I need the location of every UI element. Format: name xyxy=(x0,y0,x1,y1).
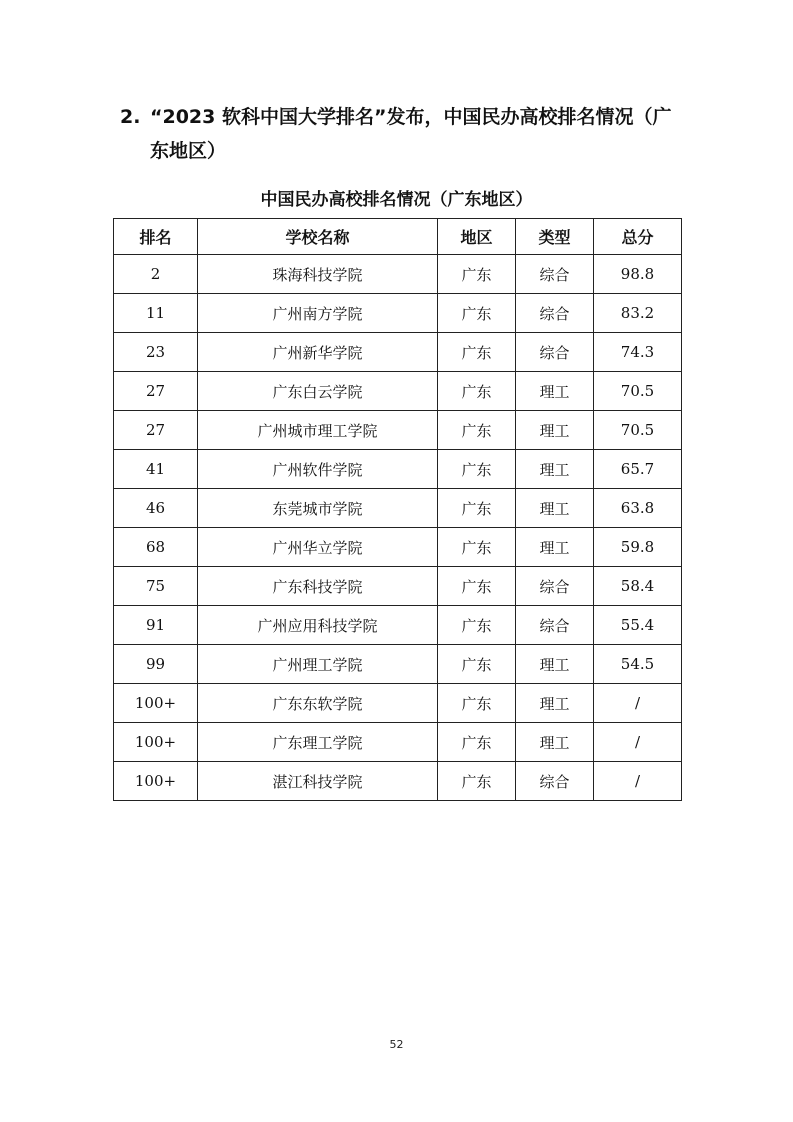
cell-region: 广东 xyxy=(438,606,516,645)
header-school-name: 学校名称 xyxy=(198,219,438,255)
table-row xyxy=(114,684,682,723)
cell-school-name: 广州理工学院 xyxy=(198,645,438,684)
cell-rank: 27 xyxy=(114,411,198,450)
table-title: 中国民办高校排名情况（广东地区） xyxy=(260,190,533,210)
header-rank: 排名 xyxy=(114,219,198,255)
cell-rank: 91 xyxy=(114,606,198,645)
cell-region: 广东 xyxy=(438,528,516,567)
cell-rank: 100+ xyxy=(114,723,198,762)
cell-score: / xyxy=(594,684,682,723)
cell-school-name: 珠海科技学院 xyxy=(198,255,438,294)
cell-type: 综合 xyxy=(516,567,594,606)
cell-school-name: 广州新华学院 xyxy=(198,333,438,372)
cell-type: 综合 xyxy=(516,606,594,645)
table-row xyxy=(114,372,682,411)
cell-type: 综合 xyxy=(516,294,594,333)
cell-score: 54.5 xyxy=(594,645,682,684)
cell-type: 理工 xyxy=(516,684,594,723)
table-row xyxy=(114,450,682,489)
cell-rank: 100+ xyxy=(114,762,198,801)
cell-rank: 41 xyxy=(114,450,198,489)
section-heading-line2: 东地区） xyxy=(150,140,227,162)
table-header-row xyxy=(114,219,682,255)
cell-type: 理工 xyxy=(516,723,594,762)
table-row xyxy=(114,762,682,801)
cell-region: 广东 xyxy=(438,567,516,606)
table-body xyxy=(114,255,682,801)
cell-school-name: 广州城市理工学院 xyxy=(198,411,438,450)
cell-score: 83.2 xyxy=(594,294,682,333)
cell-region: 广东 xyxy=(438,372,516,411)
table-row xyxy=(114,723,682,762)
cell-region: 广东 xyxy=(438,411,516,450)
table-row xyxy=(114,528,682,567)
table-row xyxy=(114,255,682,294)
cell-type: 理工 xyxy=(516,489,594,528)
cell-rank: 23 xyxy=(114,333,198,372)
cell-type: 理工 xyxy=(516,411,594,450)
table-row xyxy=(114,489,682,528)
cell-school-name: 湛江科技学院 xyxy=(198,762,438,801)
cell-score: 59.8 xyxy=(594,528,682,567)
header-region: 地区 xyxy=(438,219,516,255)
cell-score: 65.7 xyxy=(594,450,682,489)
cell-type: 综合 xyxy=(516,255,594,294)
cell-region: 广东 xyxy=(438,645,516,684)
cell-score: 63.8 xyxy=(594,489,682,528)
cell-region: 广东 xyxy=(438,489,516,528)
cell-score: 70.5 xyxy=(594,372,682,411)
cell-school-name: 广东科技学院 xyxy=(198,567,438,606)
table-row xyxy=(114,567,682,606)
table-row xyxy=(114,294,682,333)
cell-type: 综合 xyxy=(516,762,594,801)
cell-score: 70.5 xyxy=(594,411,682,450)
cell-rank: 2 xyxy=(114,255,198,294)
cell-type: 理工 xyxy=(516,528,594,567)
cell-rank: 68 xyxy=(114,528,198,567)
cell-score: / xyxy=(594,723,682,762)
table-row xyxy=(114,645,682,684)
cell-score: / xyxy=(594,762,682,801)
cell-school-name: 广东东软学院 xyxy=(198,684,438,723)
cell-type: 综合 xyxy=(516,333,594,372)
cell-school-name: 广州应用科技学院 xyxy=(198,606,438,645)
cell-score: 74.3 xyxy=(594,333,682,372)
cell-type: 理工 xyxy=(516,372,594,411)
cell-rank: 100+ xyxy=(114,684,198,723)
cell-type: 理工 xyxy=(516,645,594,684)
cell-region: 广东 xyxy=(438,294,516,333)
cell-school-name: 东莞城市学院 xyxy=(198,489,438,528)
table-row xyxy=(114,606,682,645)
cell-region: 广东 xyxy=(438,723,516,762)
header-score: 总分 xyxy=(594,219,682,255)
cell-rank: 99 xyxy=(114,645,198,684)
cell-school-name: 广州软件学院 xyxy=(198,450,438,489)
cell-school-name: 广州华立学院 xyxy=(198,528,438,567)
cell-rank: 27 xyxy=(114,372,198,411)
cell-score: 58.4 xyxy=(594,567,682,606)
cell-school-name: 广东理工学院 xyxy=(198,723,438,762)
cell-region: 广东 xyxy=(438,333,516,372)
section-heading xyxy=(120,100,700,168)
cell-score: 55.4 xyxy=(594,606,682,645)
cell-school-name: 广州南方学院 xyxy=(198,294,438,333)
cell-rank: 46 xyxy=(114,489,198,528)
cell-rank: 75 xyxy=(114,567,198,606)
cell-region: 广东 xyxy=(438,762,516,801)
cell-region: 广东 xyxy=(438,684,516,723)
section-heading-line1: “2023 软科中国大学排名”发布，中国民办高校排名情况（广 xyxy=(150,106,672,128)
cell-school-name: 广东白云学院 xyxy=(198,372,438,411)
cell-type: 理工 xyxy=(516,450,594,489)
cell-score: 98.8 xyxy=(594,255,682,294)
table-row xyxy=(114,333,682,372)
cell-rank: 11 xyxy=(114,294,198,333)
cell-region: 广东 xyxy=(438,255,516,294)
section-number: 2. xyxy=(120,106,141,128)
ranking-table xyxy=(113,218,682,801)
page-number: 52 xyxy=(389,1038,404,1051)
cell-region: 广东 xyxy=(438,450,516,489)
header-type: 类型 xyxy=(516,219,594,255)
table-row xyxy=(114,411,682,450)
